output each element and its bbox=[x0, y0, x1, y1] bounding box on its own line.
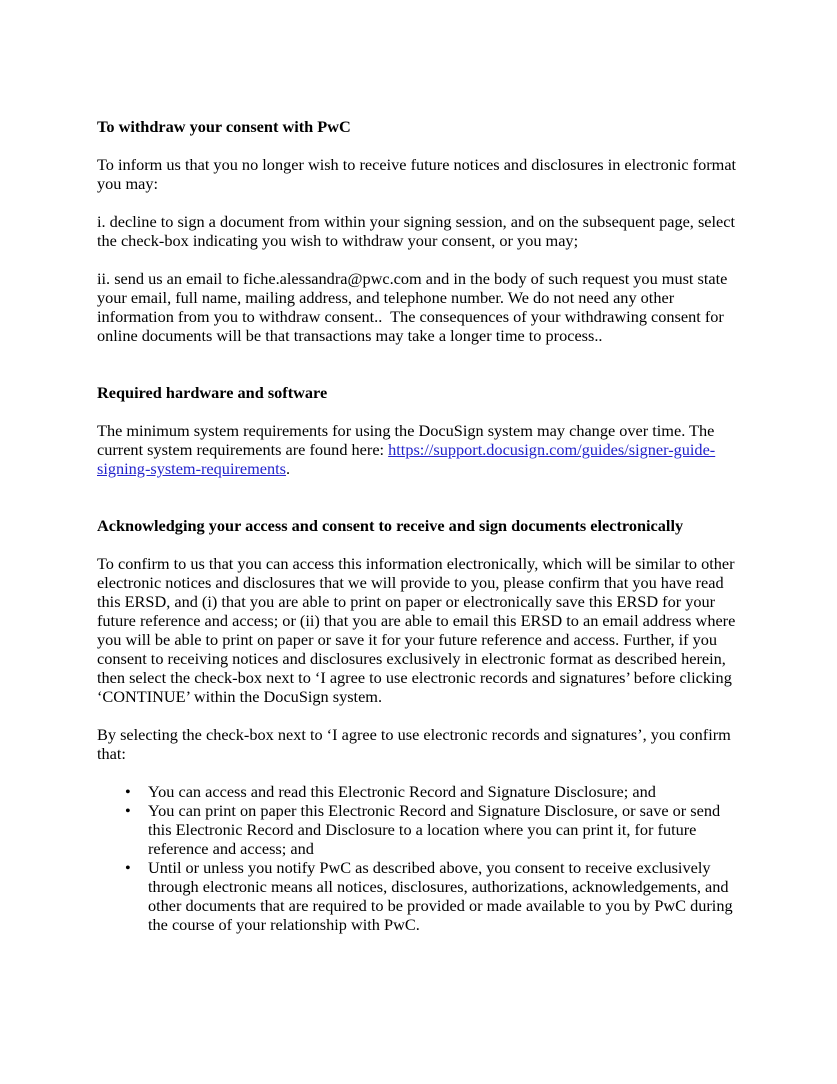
paragraph-withdraw-option-i: i. decline to sign a document from within your signing session, and on the subsequent page, select the check-box indicating you wish to withdraw your consent, or you may; bbox=[97, 212, 740, 250]
system-requirements-text: The minimum system requirements for using the DocuSign system may change over time. The current system requirements are found here: bbox=[97, 421, 719, 459]
section-heading-withdraw-consent: To withdraw your consent with PwC bbox=[97, 117, 351, 136]
section-heading-required-hardware: Required hardware and software bbox=[97, 383, 328, 402]
section-heading-acknowledging: Acknowledging your access and consent to receive and sign documents electronically bbox=[97, 516, 684, 535]
document-body bbox=[97, 117, 747, 934]
system-requirements-period: . bbox=[286, 459, 291, 478]
paragraph-confirm-access: To confirm to us that you can access this information electronically, which will be similar to other electronic notices and disclosures that we will provide to you, please confirm that you have read this ERSD, and (i) that you are able to print on paper or electronically save this ERSD for your future reference and access; or (ii) that you are able to email this ERSD to an email address where you will be able to print on paper or save it for your future reference and access. Further, if you consent to receiving notices and disclosures exclusively in electronic format as described herein, then select the check-box next to ‘I agree to use electronic records and signatures’ before clicking ‘CONTINUE’ within the DocuSign system. bbox=[97, 554, 740, 706]
confirmation-bullet-list bbox=[97, 782, 747, 934]
bullet-item-print-save: • You can print on paper this Electronic Record and Signature Disclosure, or save or send this Electronic Record and Disclosure to a location where you can print it, for future reference and access; and bbox=[148, 801, 747, 858]
paragraph-withdraw-option-ii: ii. send us an email to fiche.alessandra@pwc.com and in the body of such request you must state your email, full name, mailing address, and telephone number. We do not need any other information from you to withdraw consent.. The consequences of your withdrawing consent for online documents will be that transactions may take a longer time to process.. bbox=[97, 269, 732, 345]
paragraph-system-requirements bbox=[97, 421, 747, 478]
system-requirements-link[interactable]: https://support.docusign.com/guides/signer-guide-signing-system-requirements bbox=[97, 440, 716, 478]
paragraph-by-selecting: By selecting the check-box next to ‘I agree to use electronic records and signatures’, you confirm that: bbox=[97, 725, 735, 763]
paragraph-withdraw-intro: To inform us that you no longer wish to receive future notices and disclosures in electronic format you may: bbox=[97, 155, 741, 193]
bullet-item-access-read: • You can access and read this Electronic Record and Signature Disclosure; and bbox=[148, 782, 747, 801]
bullet-item-consent-exclusive: • Until or unless you notify PwC as described above, you consent to receive exclusively through electronic means all notices, disclosures, authorizations, acknowledgements, and other documents that are required to be provided or made available to you by PwC during the course of your relationship with PwC. bbox=[148, 858, 747, 934]
